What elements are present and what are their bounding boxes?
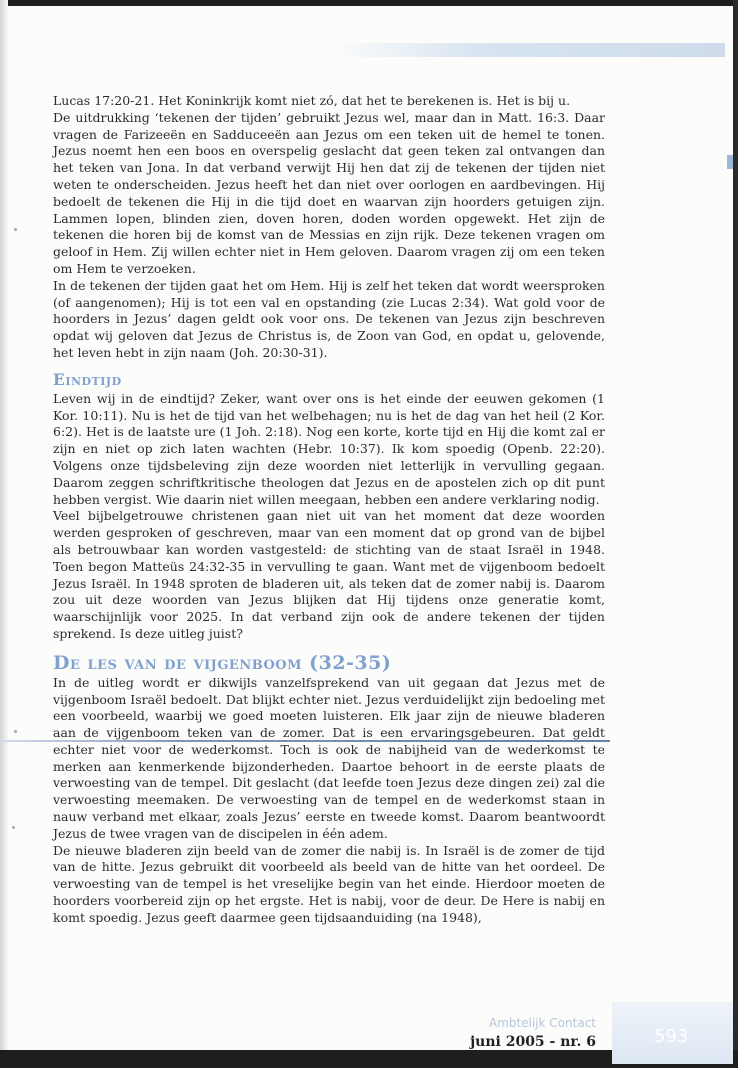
paragraph-4: Leven wij in de eindtijd? Zeker, want over ons is het einde der eeuwen gekomen (1 Kor. 10:11). Nu is het de tijd van het welbehagen; nu is het de dag van het heil (2 Kor. 6:2). Het is de laatste ure (1 Joh. 2:18). Nog een korte, korte tijd en Hij die komt zal er zijn en niet op zich laten wachten (Hebr. 10:37). Ik kom spoedig (Openb. 22:20). Volgens onze tijdsbeleving zijn deze woorden niet letterlijk in vervulling gegaan. Daarom zeggen schriftkritische theologen dat Jezus en de apostelen zich op dit punt hebben vergist. Wie daarin niet willen meegaan, hebben een andere verklaring nodig. xyxy=(53,390,605,507)
paragraph-3: In de tekenen der tijden gaat het om Hem. Hij is zelf het teken dat wordt weersproken (of aangenomen); Hij is tot een val en opstanding (zie Lucas 2:34). Wat gold voor de hoorders in Jezus’ dagen geldt ook voor ons. De tekenen van Jezus zijn beschreven opdat wij geloven dat Jezus de Christus is, de Zoon van God, en opdat u, gelovende, het leven hebt in zijn naam (Joh. 20:30-31). xyxy=(53,277,605,360)
heading-vijgenboom: De les van de vijgenboom (32-35) xyxy=(53,651,392,674)
scan-speck xyxy=(12,826,15,829)
paragraph-1: Lucas 17:20-21. Het Koninkrijk komt niet zó, dat het te berekenen is. Het is bij u. xyxy=(53,93,571,108)
scan-speck xyxy=(14,228,17,231)
paragraph-5: Veel bijbelgetrouwe christenen gaan niet uit van het moment dat deze woorden werden gesproken of geschreven, maar van een moment dat op grond van de bijbel als betrouwbaar kan worden vastgesteld: de stichting van de staat Israël in 1948. Toen begon Matteüs 24:32-35 in vervulling te gaan. Want met de vijgenboom bedoelt Jezus Israël. In 1948 sproten de bladeren uit, als teken dat de zomer nabij is. Daarom zou uit deze woorden van Jezus blijken dat Hij tijdens onze generatie komt, waarschijnlijk voor 2025. In dat verband zijn ook de andere tekenen der tijden sprekend. Is deze uitleg juist? xyxy=(53,508,605,641)
side-tab-marker xyxy=(727,155,733,169)
scan-right-border xyxy=(733,0,738,1068)
paragraph-2: De uitdrukking ‘tekenen der tijden’ gebruikt Jezus wel, maar dan in Matt. 16:3. Daar vragen de Farizeeën en Sadduceeën aan Jezus om een teken uit de hemel te tonen. Jezus noemt hen een boos en overspelig geslacht dat geen teken zal ontvangen dan het teken van Jona. In dat verband verwijt Hij hen dat zij de tekenen der tijden niet weten te onderscheiden. Jezus heeft het dan niet over oorlogen en aardbevingen. Hij bedoelt de tekenen die Hij in die tijd doet en waarvan zijn hoorders getuigen zijn. Lammen lopen, blinden zien, doven horen, doden worden opgewekt. Het zijn de tekenen die horen bij de komst van de Messias en zijn rijk. Deze tekenen vragen om geloof in Hem. Zij willen echter niet in Hem geloven. Daarom vragen zij om een teken om Hem te verzoeken. xyxy=(53,109,605,276)
header-color-band xyxy=(330,43,725,57)
article-body xyxy=(53,93,605,927)
footer-rule xyxy=(0,740,610,742)
page-number: 593 xyxy=(654,1026,689,1047)
journal-name: Ambtelijk Contact xyxy=(488,1016,596,1030)
scan-speck xyxy=(14,730,17,733)
issue-label: juni 2005 - nr. 6 xyxy=(470,1034,596,1050)
scan-top-border xyxy=(0,0,738,6)
page-left-edge-shadow xyxy=(0,0,8,1050)
paragraph-7: De nieuwe bladeren zijn beeld van de zomer die nabij is. In Israël is de zomer de tijd van de hitte. Jezus gebruikt dit voorbeeld als beeld van de hitte van het oordeel. De verwoesting van de tempel is het vreselijke begin van het einde. Hierdoor moeten de hoorders voorbereid zijn op het ergste. Het is nabij, voor de deur. De Here is nabij en komt spoedig. Jezus geeft daarmee geen tijdsaanduiding (na 1948), xyxy=(53,842,605,925)
heading-eindtijd: Eindtijd xyxy=(53,369,122,389)
paragraph-6: In de uitleg wordt er dikwijls vanzelfsprekend van uit gegaan dat Jezus met de vijgenboom Israël bedoelt. Dat blijkt echter niet. Jezus verduidelijkt zijn bedoeling met een voorbeeld, waarbij we goed moeten luisteren. Elk jaar zijn de nieuwe bladeren aan de vijgenboom teken van de zomer. Dat is een ervaringsgebeuren. Dat geldt echter niet voor de wederkomst. Toch is ook de nabijheid van de wederkomst te merken aan kenmerkende bijzonderheden. Daartoe behoort in de eerste plaats de verwoesting van de tempel. Dit geslacht (dat leefde toen Jezus deze dingen zei) zal die verwoesting meemaken. De verwoesting van de tempel en de wederkomst staan in nauw verband met elkaar, zoals Jezus’ eerste en tweede komst. Daarom beantwoordt Jezus de twee vragen van de discipelen in één adem. xyxy=(53,674,605,841)
